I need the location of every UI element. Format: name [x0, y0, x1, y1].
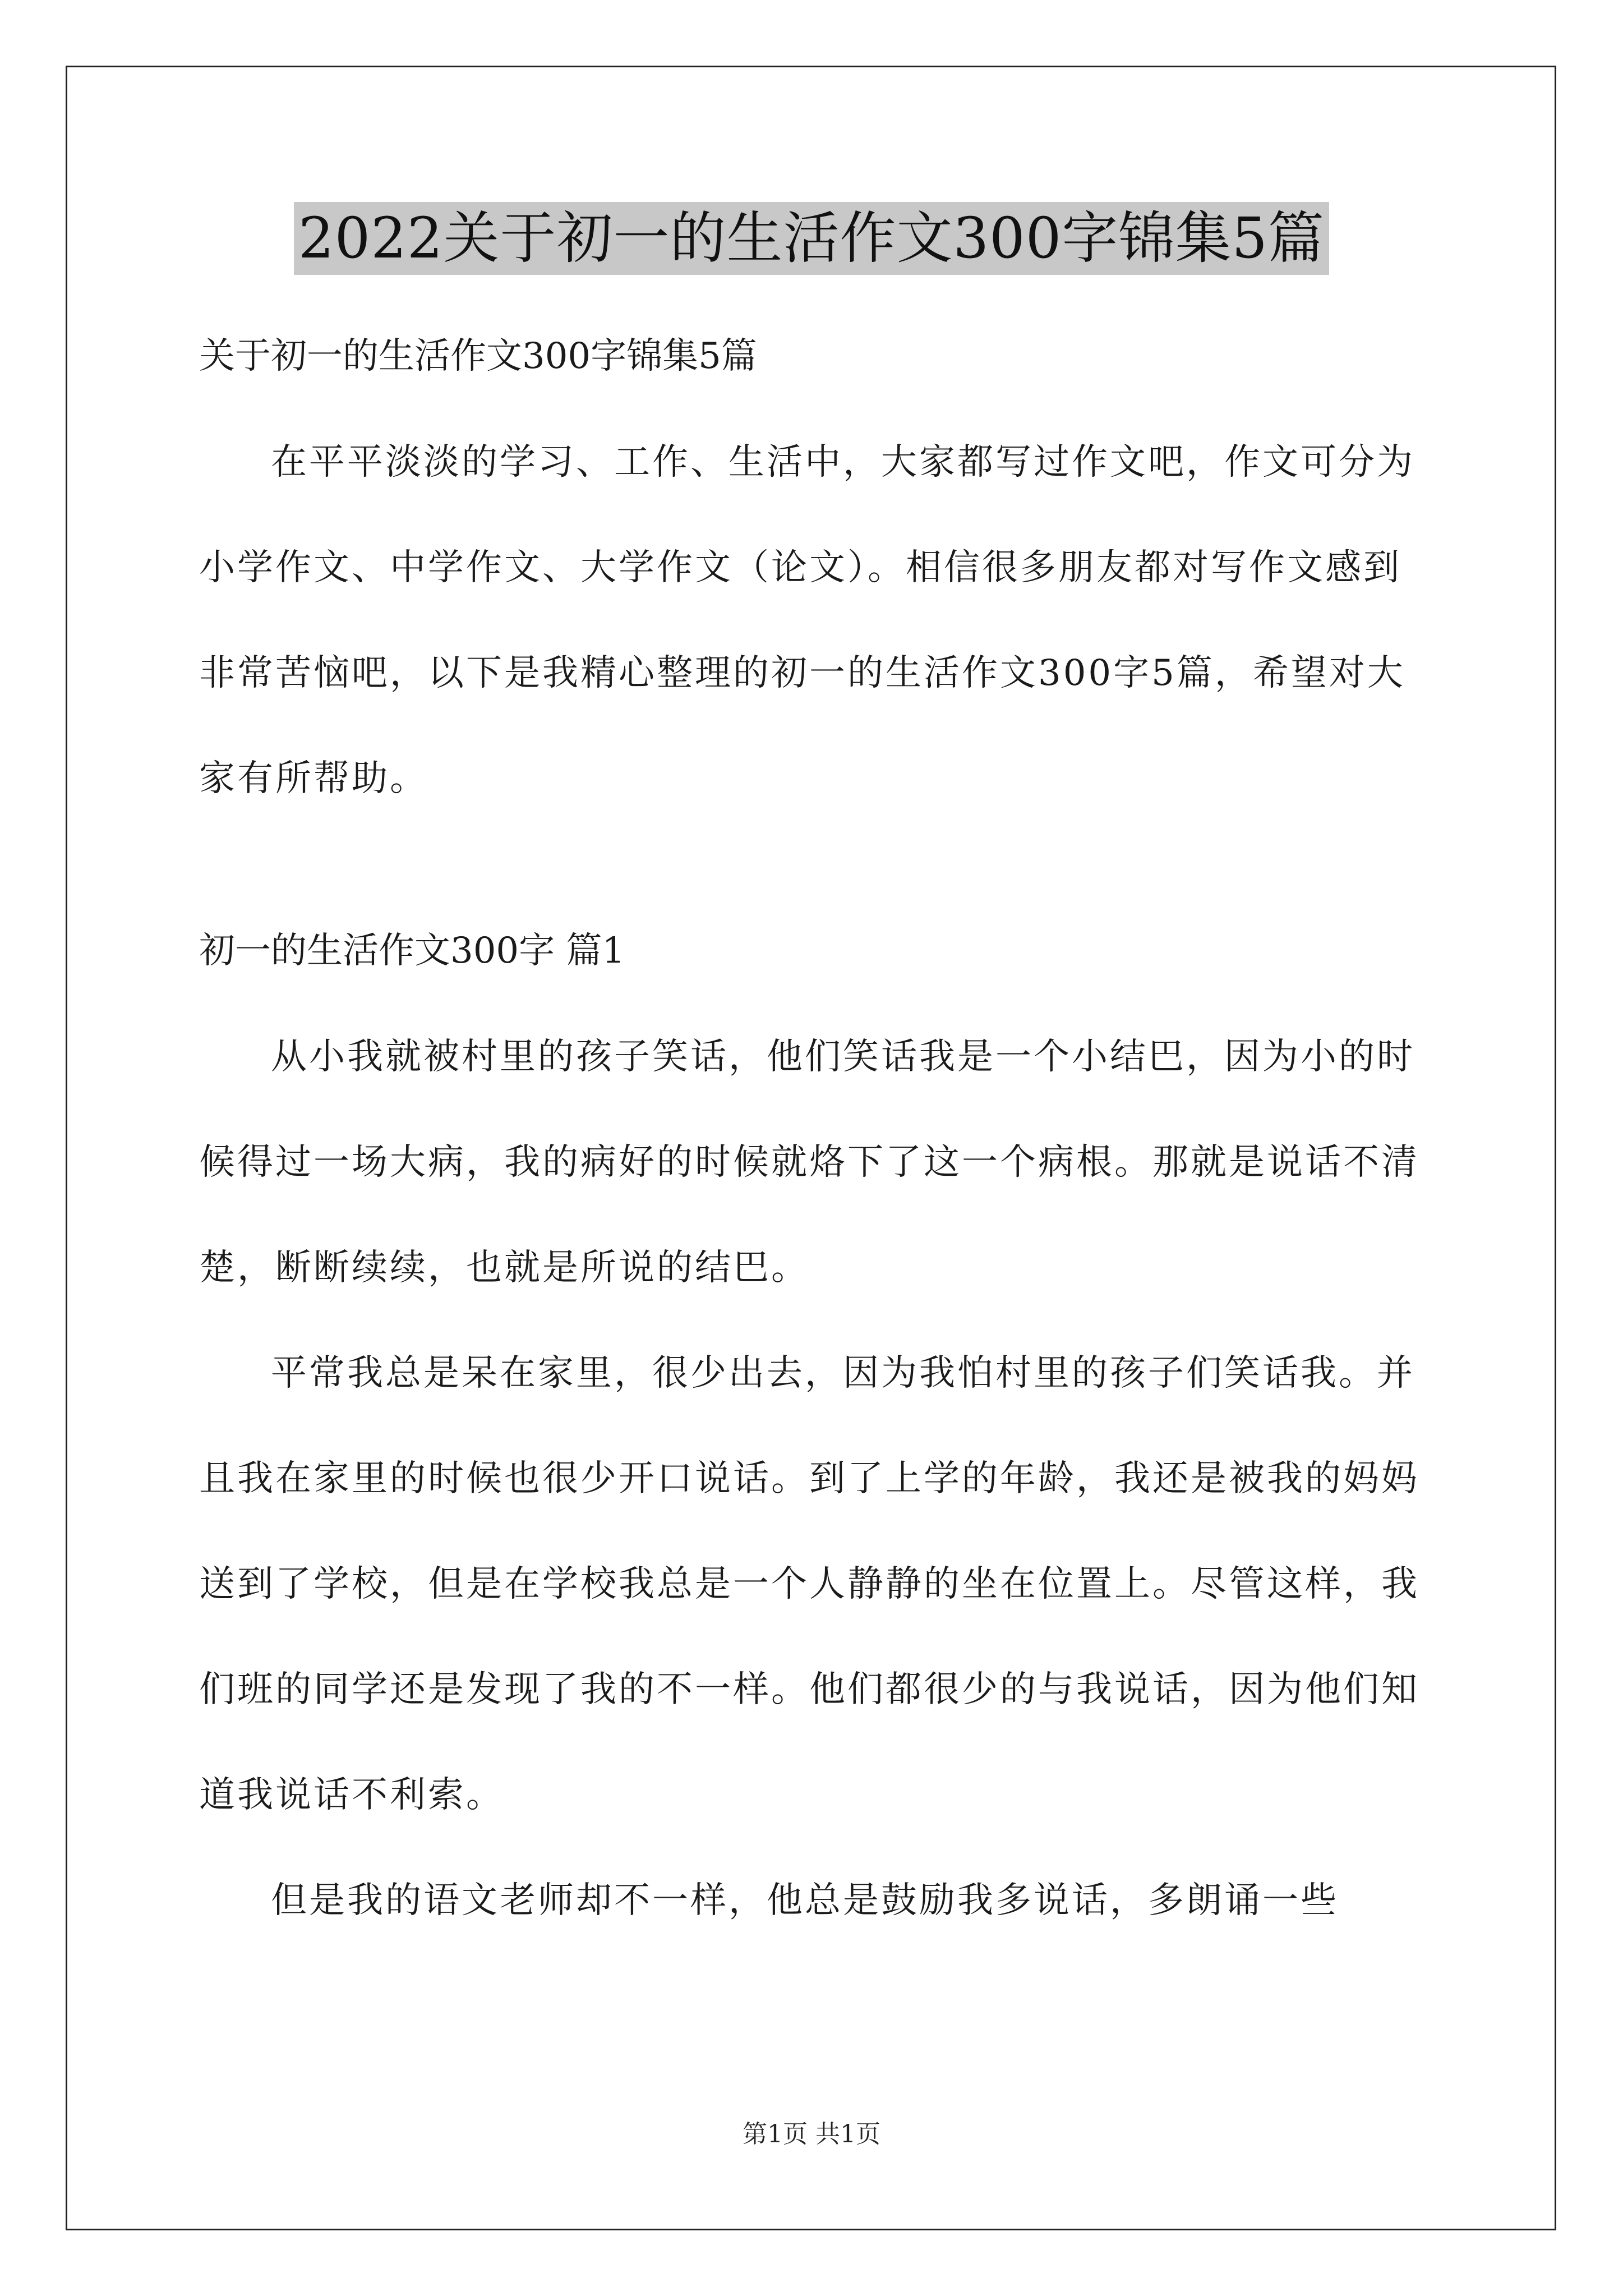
body-paragraph: 平常我总是呆在家里，很少出去，因为我怕村里的孩子们笑话我。并且我在家里的时候也很少开口说话。到了上学的年龄，我还是被我的妈妈送到了学校，但是在学校我总是一个人静静的坐在位置上。尽管这样，我们班的同学还是发现了我的不一样。他们都很少的与我说话，因为他们知道我说话不利索。	[199, 1352, 1419, 1816]
title-area	[0, 202, 1623, 275]
body-paragraph: 但是我的语文老师却不一样，他总是鼓励我多说话，多朗诵一些	[271, 1880, 1339, 1921]
document-body	[199, 303, 1433, 1953]
document-subtitle: 关于初一的生活作文300字锦集5篇	[199, 335, 757, 377]
body-paragraph: 从小我就被村里的孩子笑话，他们笑话我是一个小结巴，因为小的时候得过一场大病，我的病好的时候就烙下了这一个病根。那就是说话不清楚，断断续续，也就是所说的结巴。	[199, 1036, 1419, 1289]
document-title: 2022关于初一的生活作文300字锦集5篇	[294, 202, 1329, 275]
page-footer: 第1页 共1页	[743, 2120, 880, 2148]
section-heading: 初一的生活作文300字 篇1	[199, 930, 625, 972]
intro-paragraph: 在平平淡淡的学习、工作、生活中，大家都写过作文吧，作文可分为小学作文、中学作文、大学作文（论文）。相信很多朋友都对写作文感到非常苦恼吧，以下是我精心整理的初一的生活作文300字5篇，希望对大家有所帮助。	[199, 441, 1415, 799]
